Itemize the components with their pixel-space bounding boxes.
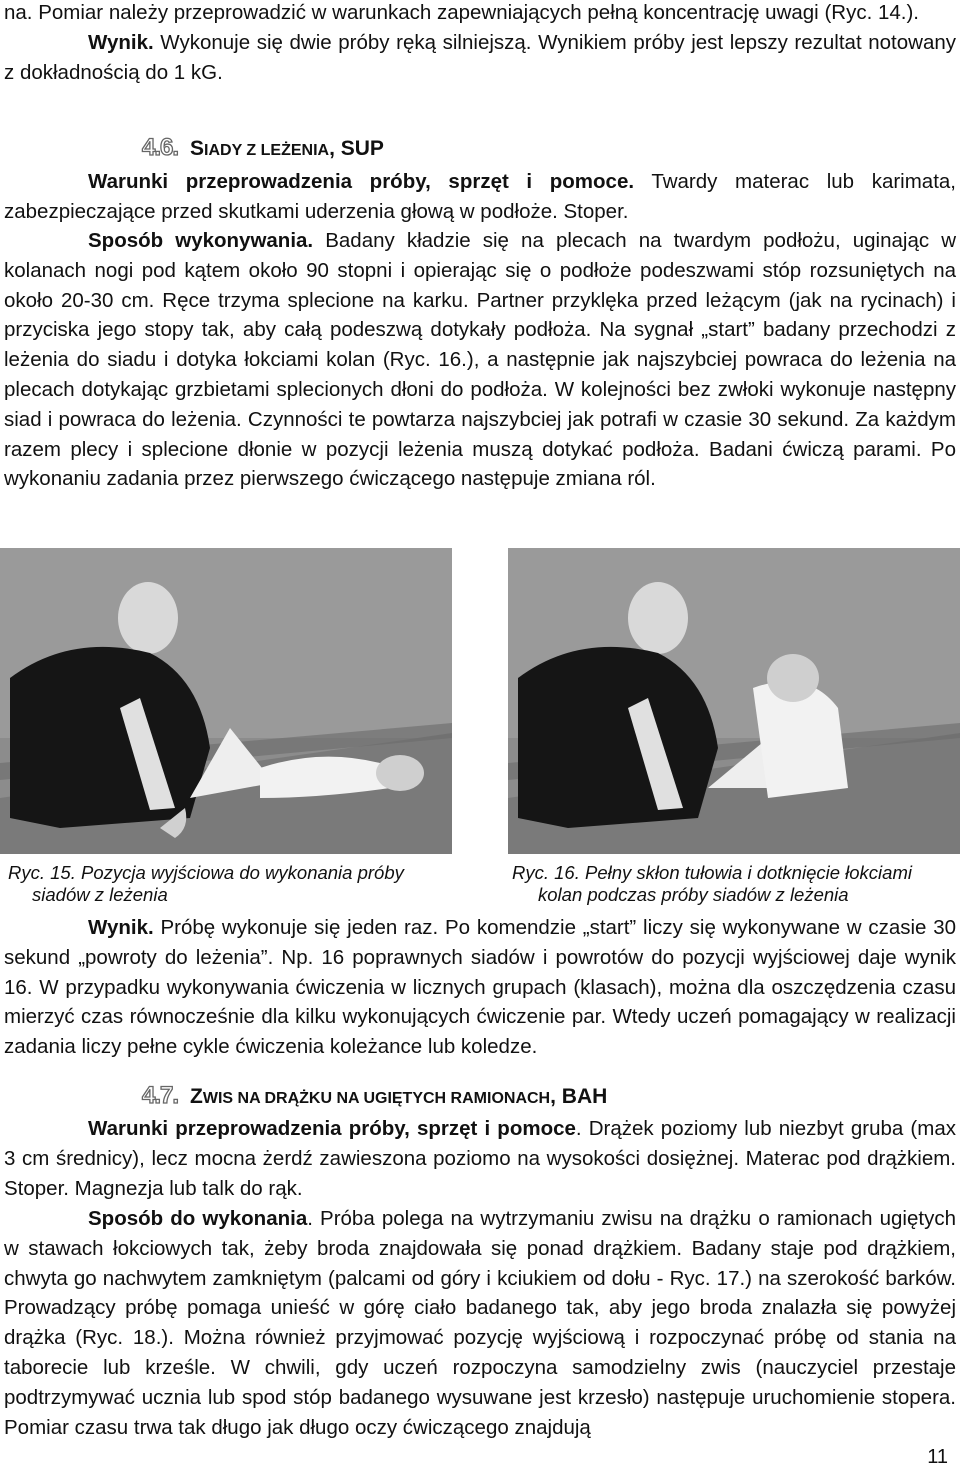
result-text-2: Próbę wykonuje się jeden raz. Po komendzie „start” liczy się wykonywane w czasie 30 sekund „powroty do leżenia”. Np. 16 poprawnych siadów i powrotów do pozycji wyjściowej daje wynik 16. W przypadku wykonywania ćwiczenia w licznych grupach (klasach), można dla oszczędzenia czasu mierzyć czas równocześnie dla kilku wykonujących ćwiczenie par. Wtedy uczeń pomagający w realizacji zadania liczy pełne cykle ćwiczenia koleżance lub koledze. bbox=[4, 916, 956, 1059]
conditions-text-2: . Drążek poziomy lub niezbyt gruba (max 3 cm średnicy), lecz mocna żerdź zawieszona poziomo na wysokości dosiężnej. Materac pod drążkiem. Stoper. Magnezja lub talk do rąk. bbox=[4, 1117, 956, 1200]
figure-16-photo bbox=[508, 548, 960, 854]
intro-line1: na. Pomiar należy przeprowadzić w warunkach zapewniających pełną koncentrację uwagi bbox=[4, 1, 819, 24]
section-title: IADY Z LEŻENIA bbox=[204, 142, 330, 159]
intro-line2: (Ryc. 14.). bbox=[824, 1, 919, 24]
method-paragraph-2 bbox=[4, 1204, 956, 1442]
conditions-label: Warunki przeprowadzenia próby, sprzęt i pomoce. bbox=[88, 170, 635, 193]
method-paragraph bbox=[4, 226, 956, 494]
method-label-2: Sposób do wykonania bbox=[88, 1207, 308, 1230]
figure-15-photo bbox=[0, 548, 452, 854]
result-text: Wykonuje się dwie próby ręką silniejszą. Wynikiem próby jest lepszy rezultat notowany z dokładnością do 1 kG. bbox=[4, 30, 956, 84]
sit-up-start-position-image bbox=[0, 548, 452, 854]
conditions-label-2: Warunki przeprowadzenia próby, sprzęt i pomoce bbox=[88, 1117, 576, 1140]
section-heading-4-7: 4.7. ZWIS NA DRĄŻKU NA UGIĘTYCH RAMIONACH, BAH bbox=[142, 1082, 608, 1109]
page-number: 11 bbox=[927, 1446, 948, 1468]
sit-up-elbows-to-knees-image bbox=[508, 548, 960, 854]
result-label: Wynik. bbox=[88, 30, 154, 54]
result-paragraph bbox=[4, 913, 956, 1062]
section-number: 4.6. bbox=[142, 134, 179, 161]
section-title-2: WIS NA DRĄŻKU NA UGIĘTYCH RAMIONACH bbox=[202, 1090, 551, 1107]
method-text: Badany kładzie się na plecach na twardym podłożu, uginając w kolanach nogi pod kątem około 90 stopni i opierając się o podłoże podeszwami stóp rozsuniętych na około 20-30 cm. Ręce trzyma splecione na karku. Partner przyklęka przed leżącym (jak na rycinach) i przyciska jego stopy tak, aby całą podeszwą dotykały podłoża. Na sygnał „start” badany przechodzi z leżenia do siadu i dotyka łokciami kolan (Ryc. 16.), a następnie jak najszybciej powraca do leżenia na plecach dotykając grzbietami splecionych dłoni do podłoża. W kolejności bez zwłoki wykonuje następny siad i powraca do leżenia. Czynności te powtarza najszybciej jak potrafi w czasie 30 sekund. Za każdym razem plecy i splecione dłonie w pozycji leżenia muszą dotykać podłoża. Badani ćwiczą parami. Po wykonaniu zadania przez pierwszego ćwiczącego następuje zmiana ról. bbox=[4, 229, 956, 491]
section-number-2: 4.7. bbox=[142, 1082, 179, 1109]
section-heading-4-6: 4.6. SIADY Z LEŻENIA, SUP bbox=[142, 134, 384, 161]
figure-16-caption: Ryc. 16. Pełny skłon tułowia i dotknięcie łokciami kolan podczas próby siadów z leżenia bbox=[512, 862, 912, 905]
conditions-paragraph bbox=[4, 167, 956, 227]
conditions-paragraph-2 bbox=[4, 1114, 956, 1203]
conditions-text: Twardy materac lub karimata, zabezpieczające przed skutkami uderzenia głową w podłoże. Stoper. bbox=[4, 170, 956, 223]
result-label-2: Wynik. bbox=[88, 916, 154, 939]
intro-paragraph bbox=[4, 0, 956, 87]
method-text-2: . Próba polega na wytrzymaniu zwisu na drążku o ramionach ugiętych w stawach łokciowych tak, żeby broda znajdowała się ponad drążkiem. Badany staje pod drążkiem, chwyta go nachwytem zamkniętym (palcami od góry i kciukiem od dołu - Ryc. 17.) na szerokość barków. Prowadzący próbę pomaga unieść w górę ciało badanego tak, aby jego broda znalazła się powyżej drążka (Ryc. 18.). Można również przyjmować pozycję wyjściową i rozpoczynać próbę od stania na taborecie lub krześle. W chwili, gdy uczeń rozpoczyna samodzielny zwis (nauczyciel przestaje podtrzymywać ucznia lub spod stóp badanego wysuwane jest krzesło) następuje uruchomienie stopera. Pomiar czasu trwa tak długo jak długo oczy ćwiczącego znajdują bbox=[4, 1207, 956, 1439]
figure-15-caption: Ryc. 15. Pozycja wyjściowa do wykonania próby siadów z leżenia bbox=[8, 862, 404, 905]
method-label: Sposób wykonywania. bbox=[88, 229, 314, 252]
